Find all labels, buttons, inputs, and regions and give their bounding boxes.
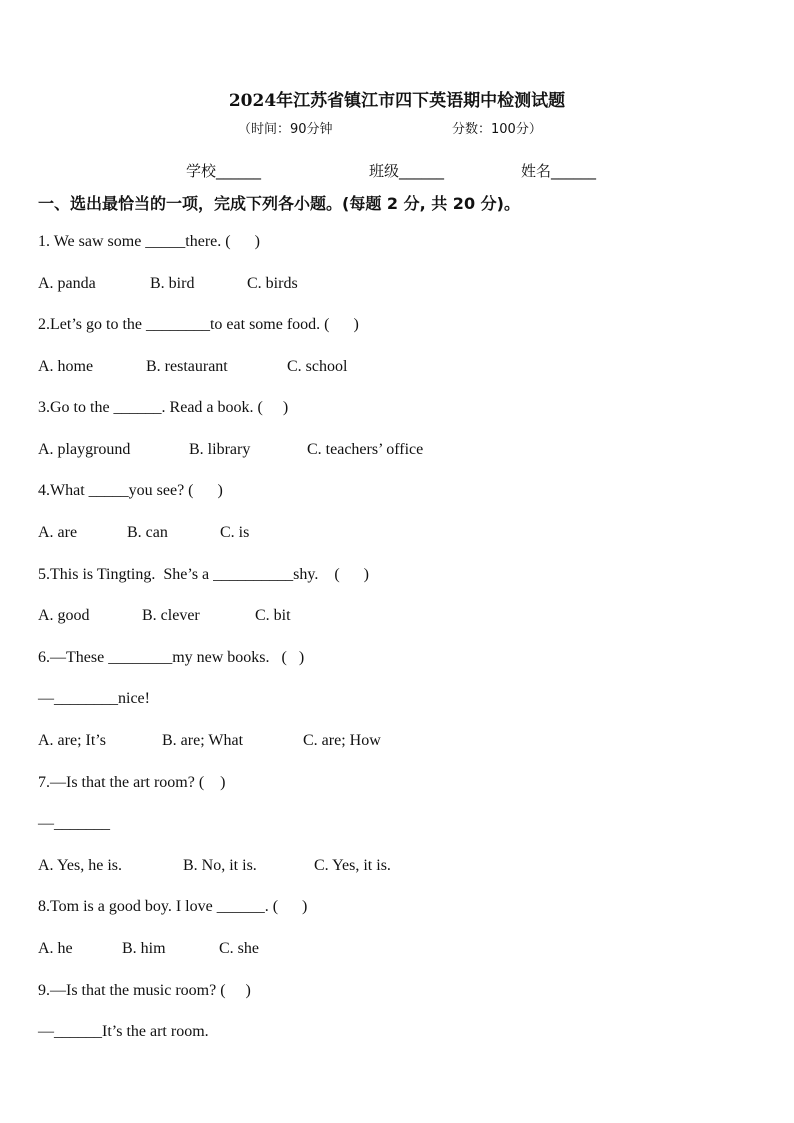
option-a: A. panda [38,275,96,292]
question-reply: —________nice! [38,690,150,707]
question-stem: 6.—These ________my new books. ( ) [38,649,305,666]
question-reply: —______It’s the art room. [38,1023,209,1040]
class-field: 班级______ [369,162,445,180]
exam-score: 分数：100分） [452,122,542,137]
option-b: B. library [189,441,251,458]
option-c: C. school [287,358,348,375]
option-c: C. is [220,524,250,541]
section-heading: 一、选出最恰当的一项，完成下列各小题。(每题 2 分, 共 20 分)。 [38,194,520,213]
option-a: A. home [38,358,94,375]
exam-title: 2024年江苏省镇江市四下英语期中检测试题 [228,91,566,111]
option-c: C. Yes, it is. [314,857,391,874]
option-b: B. No, it is. [183,857,257,874]
exam-time: （时间：90分钟 [238,122,333,137]
option-b: B. can [127,524,168,541]
option-c: C. are; How [303,732,381,749]
option-b: B. clever [142,607,200,624]
option-b: B. bird [150,275,195,292]
option-c: C. teachers’ office [307,441,424,458]
question-stem: 5.This is Tingting. She’s a __________shy. ( ) [38,566,369,583]
option-a: A. Yes, he is. [38,857,123,874]
school-field: 学校______ [186,162,262,180]
option-a: A. good [38,607,90,624]
option-c: C. she [219,940,259,957]
question-stem: 7.—Is that the art room? ( ) [38,774,226,791]
question-stem: 4.What _____you see? ( ) [38,482,223,499]
question-reply: —_______ [38,815,110,832]
option-c: C. bit [255,607,291,624]
question-stem: 3.Go to the ______. Read a book. ( ) [38,399,289,416]
option-a: A. he [38,940,73,957]
option-b: B. him [122,940,166,957]
option-b: B. are; What [162,732,244,749]
name-field: 姓名______ [521,162,597,180]
question-stem: 9.—Is that the music room? ( ) [38,982,251,999]
option-b: B. restaurant [146,358,228,375]
question-stem: 1. We saw some _____there. ( ) [38,233,260,250]
option-a: A. are; It’s [38,732,106,749]
question-stem: 2.Let’s go to the ________to eat some food. ( ) [38,316,359,333]
option-a: A. playground [38,441,131,458]
question-stem: 8.Tom is a good boy. I love ______. ( ) [38,898,308,915]
option-a: A. are [38,524,78,541]
option-c: C. birds [247,275,298,292]
